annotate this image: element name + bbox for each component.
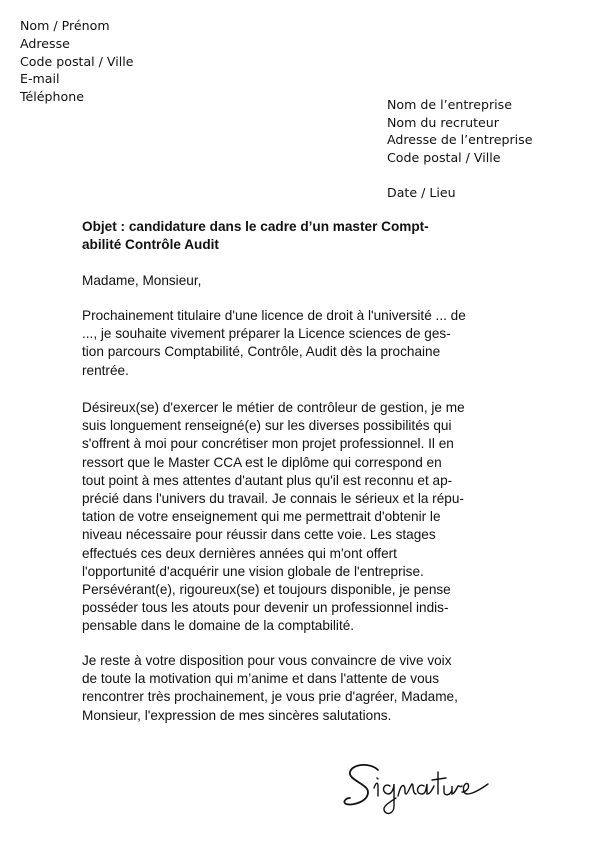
paragraph-line: ressort que le Master CCA est le diplôme qui correspond en [82, 454, 442, 470]
sender-email: E-mail [20, 71, 60, 87]
paragraph-line: Monsieur, l'expression de mes sincères salutations. [82, 707, 392, 723]
paragraph-line: rencontrer très prochainement, je vous prie d'agréer, Madame, [82, 689, 458, 705]
paragraph-line: niveau nécessaire pour réussir dans cette voie. Les stages [82, 527, 436, 543]
salutation: Madame, Monsieur, [82, 273, 202, 288]
subject-line [82, 218, 429, 254]
paragraph-line: Désireux(se) d'exercer le métier de contrôleur de gestion, je me [82, 400, 465, 415]
paragraph-line: précié dans l'univers du travail. Je connais le sérieux et la répu- [82, 491, 464, 507]
paragraph-line: Persévérant(e), rigoureux(se) et toujours disponible, je pense [82, 582, 451, 598]
paragraph-1 [82, 307, 466, 380]
paragraph-line: suis longuement renseigné(e) sur les diverses possibilités qui [82, 418, 452, 434]
sender-name: Nom / Prénom [20, 18, 110, 33]
paragraph-line: rentrée. [82, 362, 129, 378]
recipient-block [387, 96, 532, 166]
paragraph-2 [82, 399, 465, 636]
subject-line-2: abilité Contrôle Audit [82, 237, 219, 252]
recipient-recruiter: Nom du recruteur [387, 114, 499, 130]
paragraph-line: pensable dans le domaine de la comptabilité. [82, 618, 355, 634]
paragraph-line: tion parcours Comptabilité, Contrôle, Audit dès la prochaine [82, 344, 441, 360]
recipient-address: Adresse de l’entreprise [387, 132, 533, 148]
date-place: Date / Lieu [387, 185, 456, 200]
paragraph-line: l'opportunité d'acquérir une vision globale de l'entreprise. [82, 563, 424, 579]
paragraph-line: tation de votre enseignement qui me permettrait d'obtenir le [82, 509, 441, 525]
paragraph-line: de toute la motivation qui m’anime et dans l'attente de vous [82, 671, 440, 687]
subject-line-1: Objet : candidature dans le cadre d’un master Compt- [82, 219, 429, 234]
paragraph-line: effectués ces deux dernières années qui m'ont offert [82, 545, 397, 561]
paragraph-line: posséder tous les atouts pour devenir un professionnel indis- [82, 600, 449, 616]
sender-postal-city: Code postal / Ville [20, 53, 134, 69]
paragraph-line: Prochainement titulaire d'une licence de droit à l'université ... de [82, 308, 466, 323]
recipient-postal-city: Code postal / Ville [387, 149, 501, 165]
paragraph-3 [82, 652, 458, 725]
sender-block [20, 17, 134, 106]
recipient-company: Nom de l’entreprise [387, 97, 512, 112]
sender-phone: Téléphone [20, 89, 84, 105]
paragraph-line: ..., je souhaite vivement préparer la Licence sciences de ges- [82, 326, 451, 342]
sender-address: Adresse [20, 35, 70, 51]
paragraph-line: Je reste à votre disposition pour vous convaincre de vive voix [82, 653, 452, 668]
paragraph-line: tout point à mes attentes d'autant plus qu'il est reconnu et ap- [82, 472, 453, 488]
paragraph-line: s'offrent à moi pour concrétiser mon projet professionnel. Il en [82, 436, 454, 452]
signature [338, 752, 498, 822]
